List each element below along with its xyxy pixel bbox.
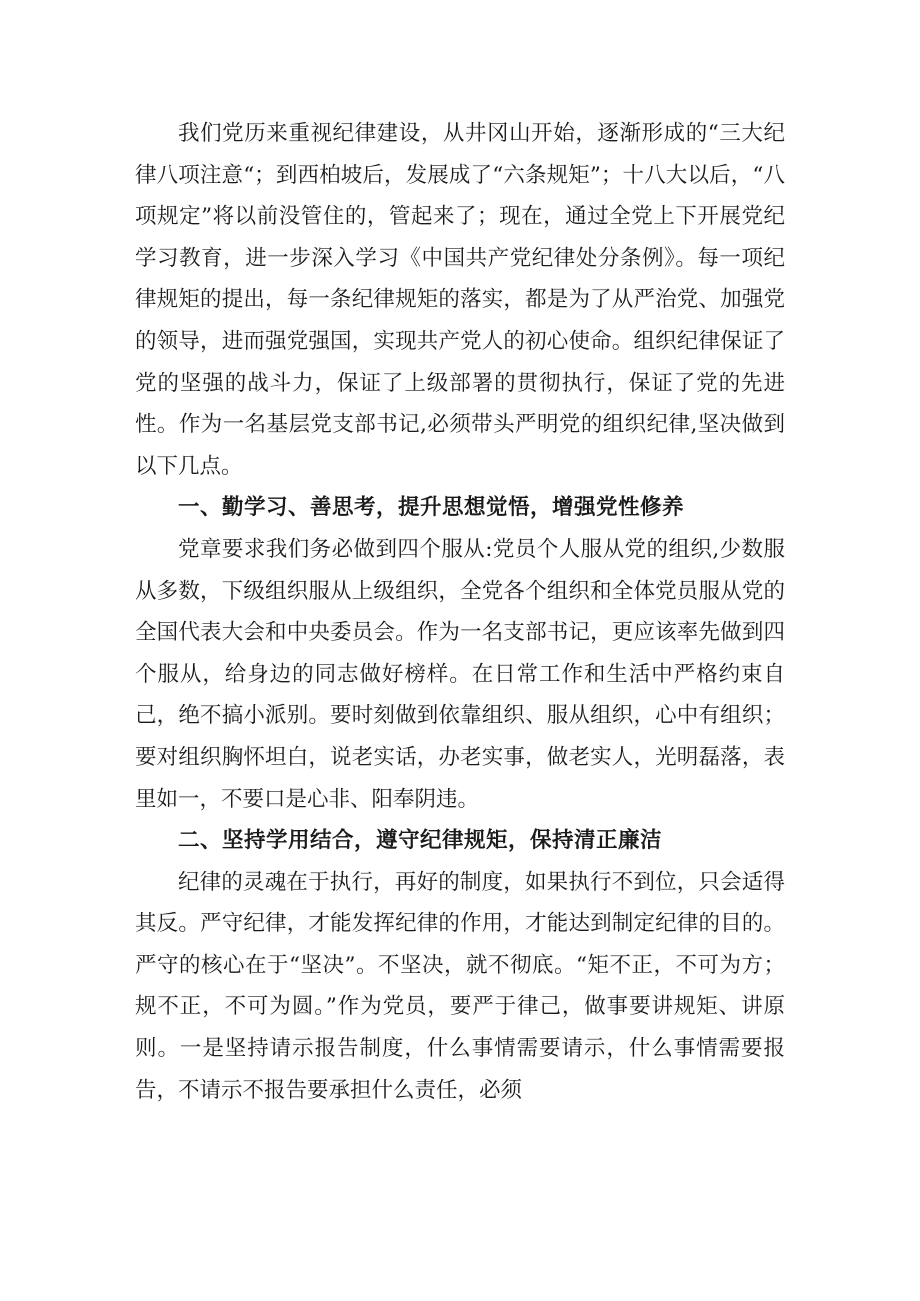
section-heading-2: 二、坚持学用结合，遵守纪律规矩，保持清正廉洁 — [178, 828, 663, 854]
document-body — [135, 113, 785, 1111]
section-heading-1: 一、勤学习、善思考，提升思想觉悟，增强党性修养 — [178, 495, 685, 521]
section-2-paragraph: 纪律的灵魂在于执行，再好的制度，如果执行不到位，只会适得其反。严守纪律，才能发挥纪律的作用，才能达到制定纪律的目的。严守的核心在于“坚决”。不坚决，就不彻底。“矩不正，不可为方；规不正，不可为圆。”作为党员，要严于律己，做事要讲规矩、讲原则。一是坚持请示报告制度，什么事情需要请示，什么事情需要报告，不请示不报告要承担什么责任，必须 — [135, 869, 785, 1103]
section-1-paragraph: 党章要求我们务必做到四个服从:党员个人服从党的组织,少数服从多数，下级组织服从上级组织，全党各个组织和全体党员服从党的全国代表大会和中央委员会。作为一名支部书记，更应该率先做到四个服从，给身边的同志做好榜样。在日常工作和生活中严格约束自己，绝不搞小派别。要时刻做到依靠组织、服从组织，心中有组织；要对组织胸怀坦白，说老实话，办老实事，做老实人，光明磊落，表里如一，不要口是心非、阳奉阴违。 — [135, 536, 785, 812]
intro-paragraph: 我们党历来重视纪律建设，从井冈山开始，逐渐形成的“三大纪律八项注意“；到西柏坡后，发展成了“六条规矩”；十八大以后，“八项规定”将以前没管住的，管起来了；现在，通过全党上下开展党纪学习教育，进一步深入学习《中国共产党纪律处分条例》。每一项纪律规矩的提出，每一条纪律规矩的落实，都是为了从严治党、加强党的领导，进而强党强国，实现共产党人的初心使命。组织纪律保证了党的坚强的战斗力，保证了上级部署的贯彻执行，保证了党的先进性。作为一名基层党支部书记,必须带头严明党的组织纪律,坚决做到以下几点。 — [135, 121, 785, 479]
